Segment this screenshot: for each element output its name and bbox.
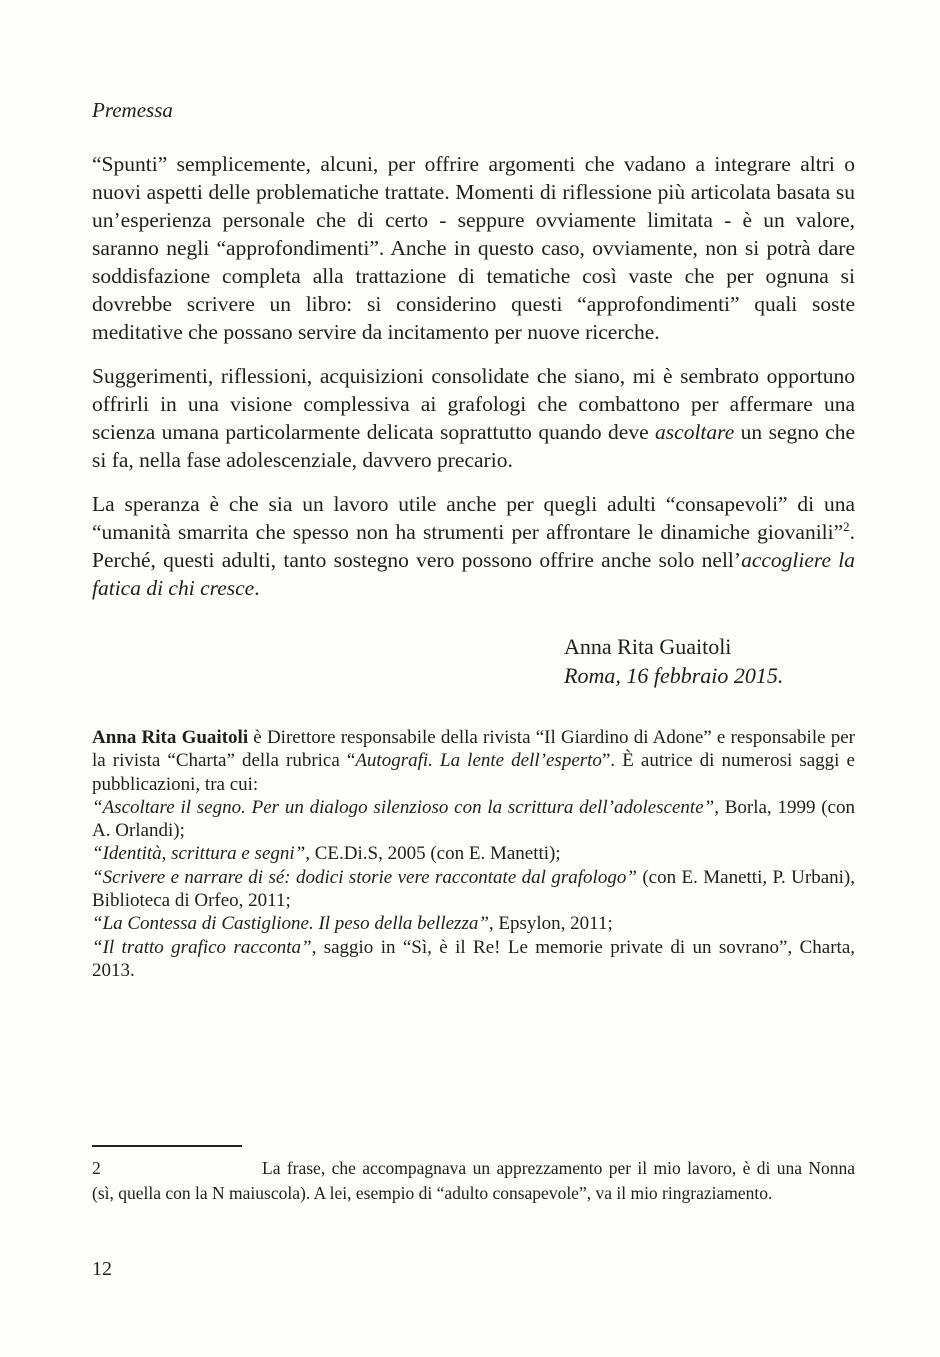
paragraph-1: “Spunti” semplicemente, alcuni, per offrire argomenti che vadano a integrare altri o nuovi aspetti delle problematiche trattate. Momenti di riflessione più articolata basata su un’esperienza personale che di certo - seppure ovviamente limitata - è un valore, saranno negli “approfondimenti”. Anche in questo caso, ovviamente, non si potrà dare soddisfazione completa alla trattazione di tematiche così vaste che per ognuna si dovrebbe scrivere un libro: si considerino questi “approfondimenti” quali soste meditative che possano servire da incitamento per nuove ricerche. — [92, 152, 855, 344]
footnote-area — [92, 1145, 855, 1206]
bio-intro: Anna Rita Guaitoli è Direttore responsabile della rivista “Il Giardino di Adone” e responsabile per la rivista “Charta” della rubrica “Autografi. La lente dell’esperto”. È autrice di numerosi saggi e pubblicazioni, tra cui: — [92, 727, 855, 795]
footnote-number: 2 — [92, 1158, 101, 1178]
bio-publication-1: “Ascoltare il segno. Per un dialogo silenzioso con la scrittura dell’adolescente”, Borla, 1999 (con A. Orlandi); — [92, 796, 855, 842]
signature-block — [564, 632, 855, 690]
bio-publication-3: “Scrivere e narrare di sé: dodici storie vere raccontate dal grafologo” (con E. Manetti, P. Urbani), Biblioteca di Orfeo, 2011; — [92, 866, 855, 912]
bio-publication-5: “Il tratto grafico racconta”, saggio in “Sì, è il Re! Le memorie private di un sovrano”, Charta, 2013. — [92, 936, 855, 981]
signature-place-date: Roma, 16 febbraio 2015. — [564, 663, 784, 688]
body-text — [92, 150, 855, 602]
footnote — [92, 1156, 855, 1206]
bio-publication-2: “Identità, scrittura e segni”, CE.Di.S, 2005 (con E. Manetti); — [92, 843, 561, 865]
author-bio — [92, 726, 855, 982]
chapter-header: Premessa — [92, 98, 173, 122]
paragraph-3: La speranza è che sia un lavoro utile anche per quegli adulti “consapevoli” di una “umanità smarrita che spesso non ha strumenti per affrontare le dinamiche giovanili”$^2$. Perché, questi adulti, tanto sostegno vero possono offrire anche solo nell’accogliere la fatica di chi cresce. — [92, 492, 855, 600]
page-number: 12 — [92, 1258, 112, 1280]
signature-name: Anna Rita Guaitoli — [564, 634, 732, 659]
bio-publication-4: “La Contessa di Castiglione. Il peso della bellezza”, Epsylon, 2011; — [92, 913, 613, 935]
footnote-divider — [92, 1145, 242, 1147]
footnote-body: La frase, che accompagnava un apprezzamento per il mio lavoro, è di una Nonna (sì, quella con la N maiuscola). A lei, esempio di “adulto consapevole”, va il mio ringraziamento. — [92, 1158, 855, 1203]
paragraph-2: Suggerimenti, riflessioni, acquisizioni consolidate che siano, mi è sembrato opportuno offrirli in una visione complessiva ai grafologi che combattono per affermare una scienza umana particolarmente delicata soprattutto quando deve ascoltare un segno che si fa, nella fase adolescenziale, davvero precario. — [92, 364, 855, 472]
